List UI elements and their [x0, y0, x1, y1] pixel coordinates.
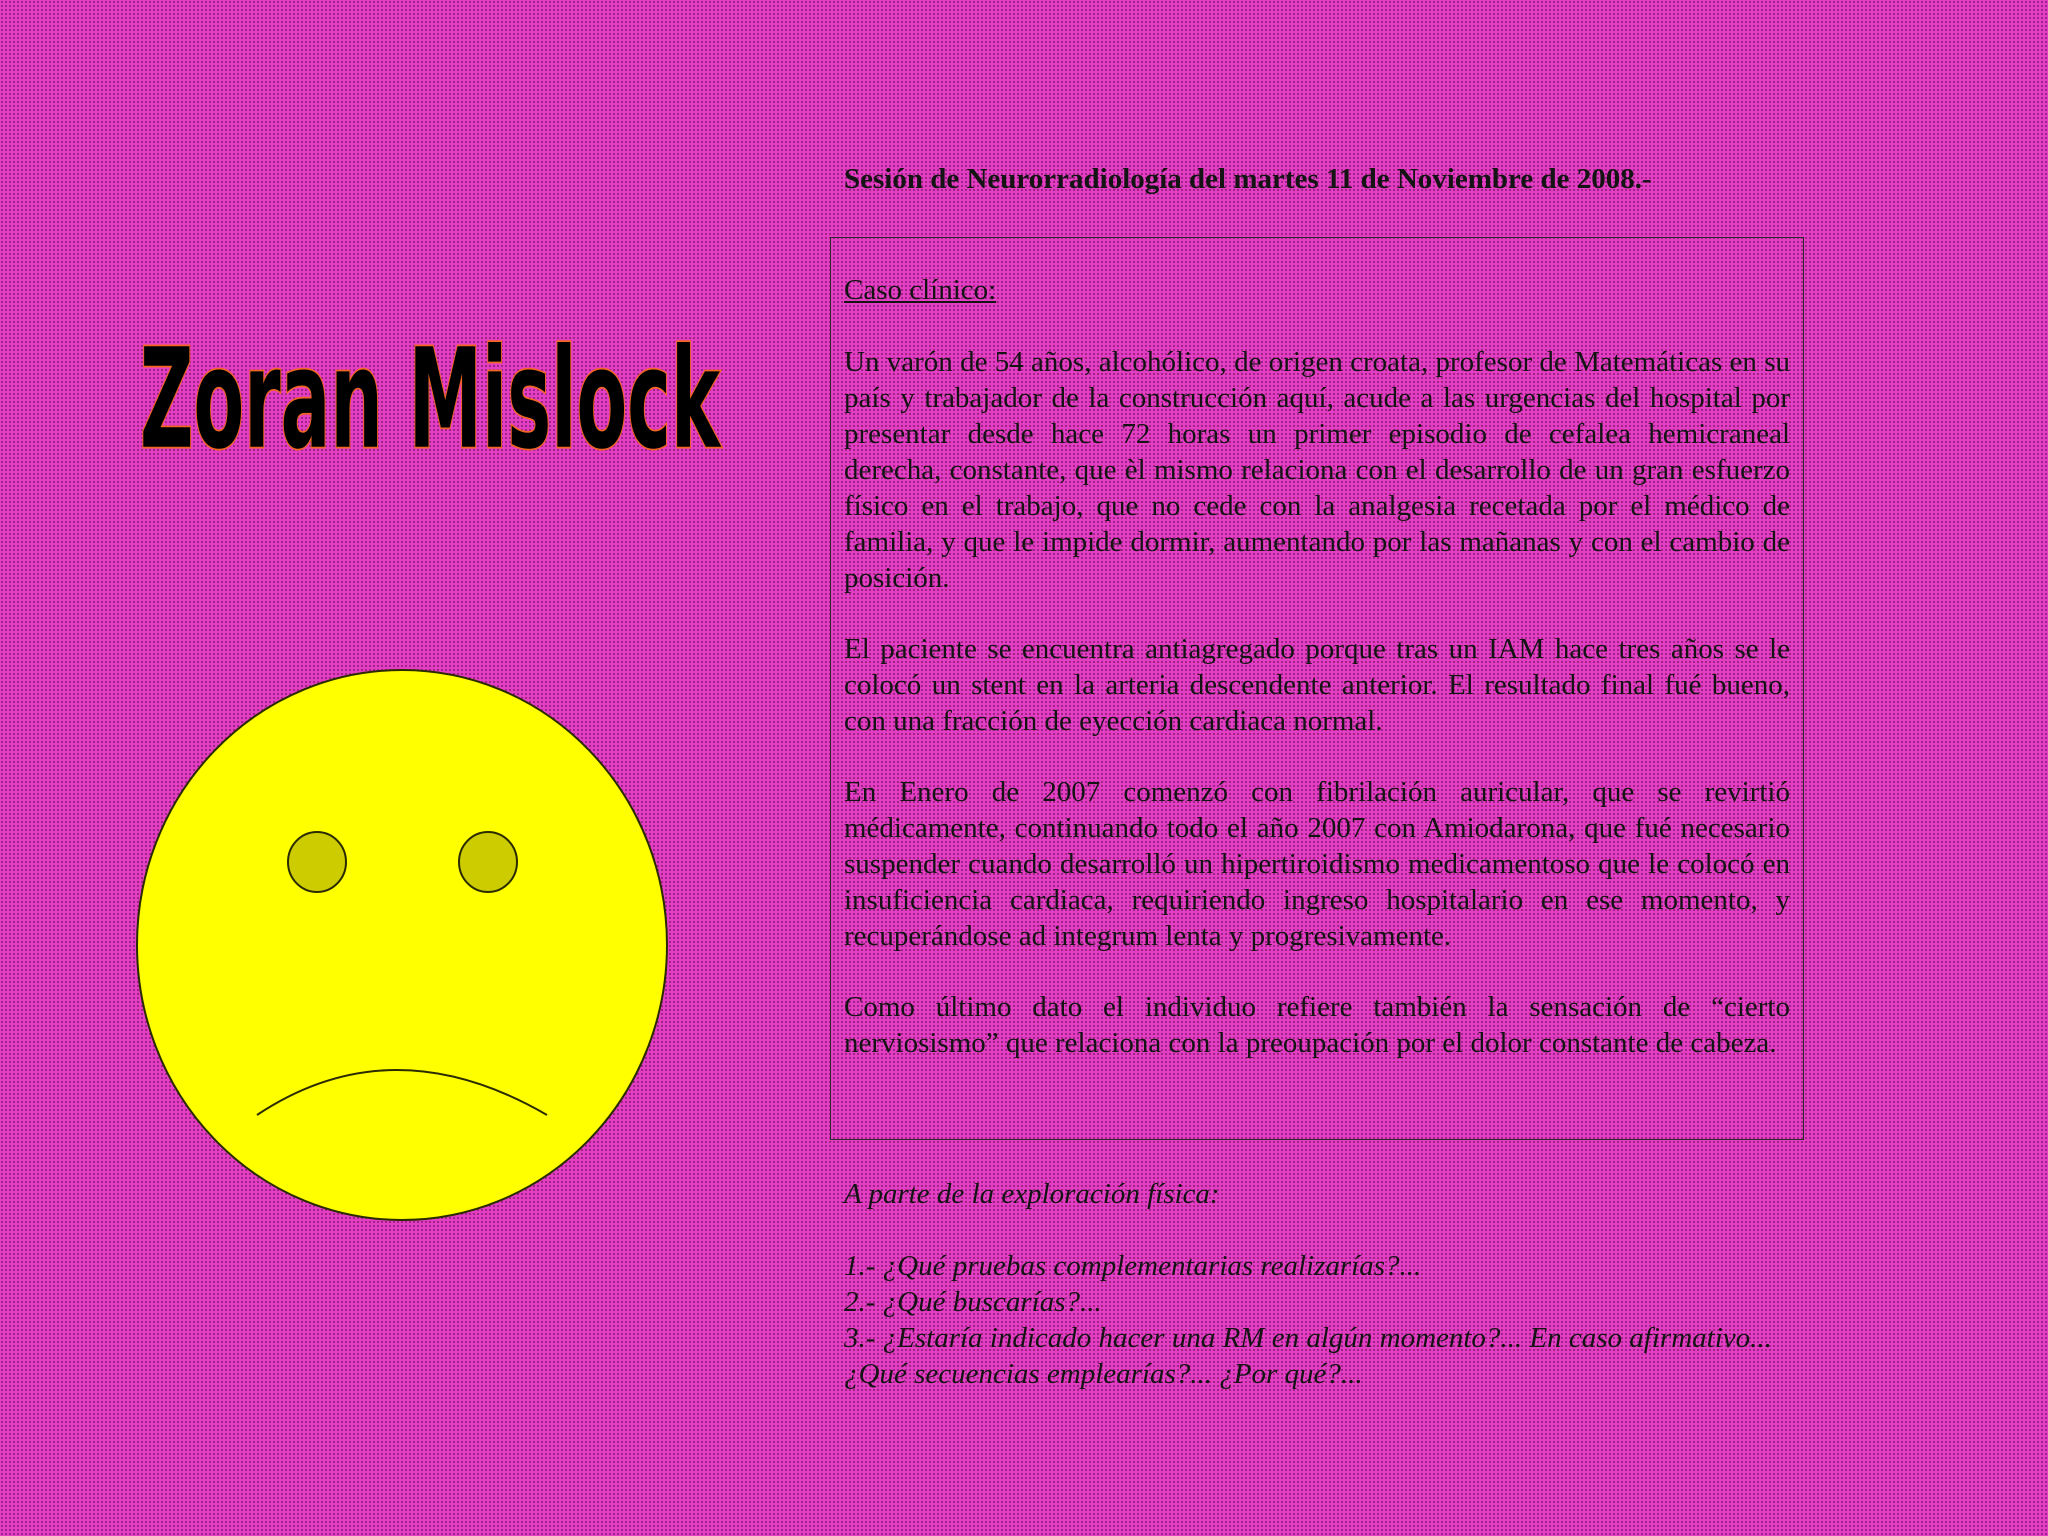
- case-paragraph: En Enero de 2007 comenzó con fibrilación auricular, que se revirtió médicamente, continuando todo el año 2007 con Amiodarona, que fué necesario suspender cuando desarrolló un hipertiroidismo medicamentoso que le colocó en insuficiencia cardiaca, requiriendo ingreso hospitalario en ese momento, y recuperándose ad integrum lenta y progresivamente.: [844, 776, 1790, 952]
- face-circle: [137, 670, 667, 1220]
- question-item: 1.- ¿Qué pruebas complementarias realizarías?...: [844, 1250, 1422, 1282]
- questions-heading: A parte de la exploración física:: [844, 1178, 1220, 1210]
- question-item: 2.- ¿Qué buscarías?...: [844, 1286, 1102, 1318]
- sad-face-illustration: [132, 665, 672, 1225]
- case-paragraph: El paciente se encuentra antiagregado porque tras un IAM hace tres años se le colocó un stent en la arteria descendente anterior. El resultado final fué bueno, con una fracción de eyección cardiaca normal.: [844, 633, 1790, 737]
- case-heading: Caso clínico:: [844, 274, 997, 306]
- case-paragraph: Un varón de 54 años, alcohólico, de origen croata, profesor de Matemáticas en su país y trabajador de la construcción aquí, acude a las urgencias del hospital por presentar desde hace 72 horas un primer episodio de cefalea hemicraneal derecha, constante, que èl mismo relaciona con el desarrollo de un gran esfuerzo físico en el trabajo, que no cede con la analgesia recetada por el médico de familia, y que le impide dormir, aumentando por las mañanas y con el cambio de posición.: [844, 346, 1790, 594]
- name-wordart: [100, 290, 740, 530]
- case-paragraph: Como último dato el individuo refiere también la sensación de “cierto nerviosismo” que relaciona con la preoupación por el dolor constante de cabeza.: [844, 991, 1790, 1059]
- questions-section: [844, 1176, 1804, 1392]
- question-item: 3.- ¿Estaría indicado hacer una RM en algún momento?... En caso afirmativo...¿Qué secuencias emplearías?... ¿Por qué?...: [844, 1322, 1772, 1390]
- left-eye: [288, 832, 346, 892]
- right-eye: [459, 832, 517, 892]
- name-wordart-text: Zoran Mislock: [140, 319, 722, 480]
- session-title: Sesión de Neurorradiología del martes 11 de Noviembre de 2008.-: [844, 163, 1652, 195]
- clinical-case-box: [830, 237, 1804, 1140]
